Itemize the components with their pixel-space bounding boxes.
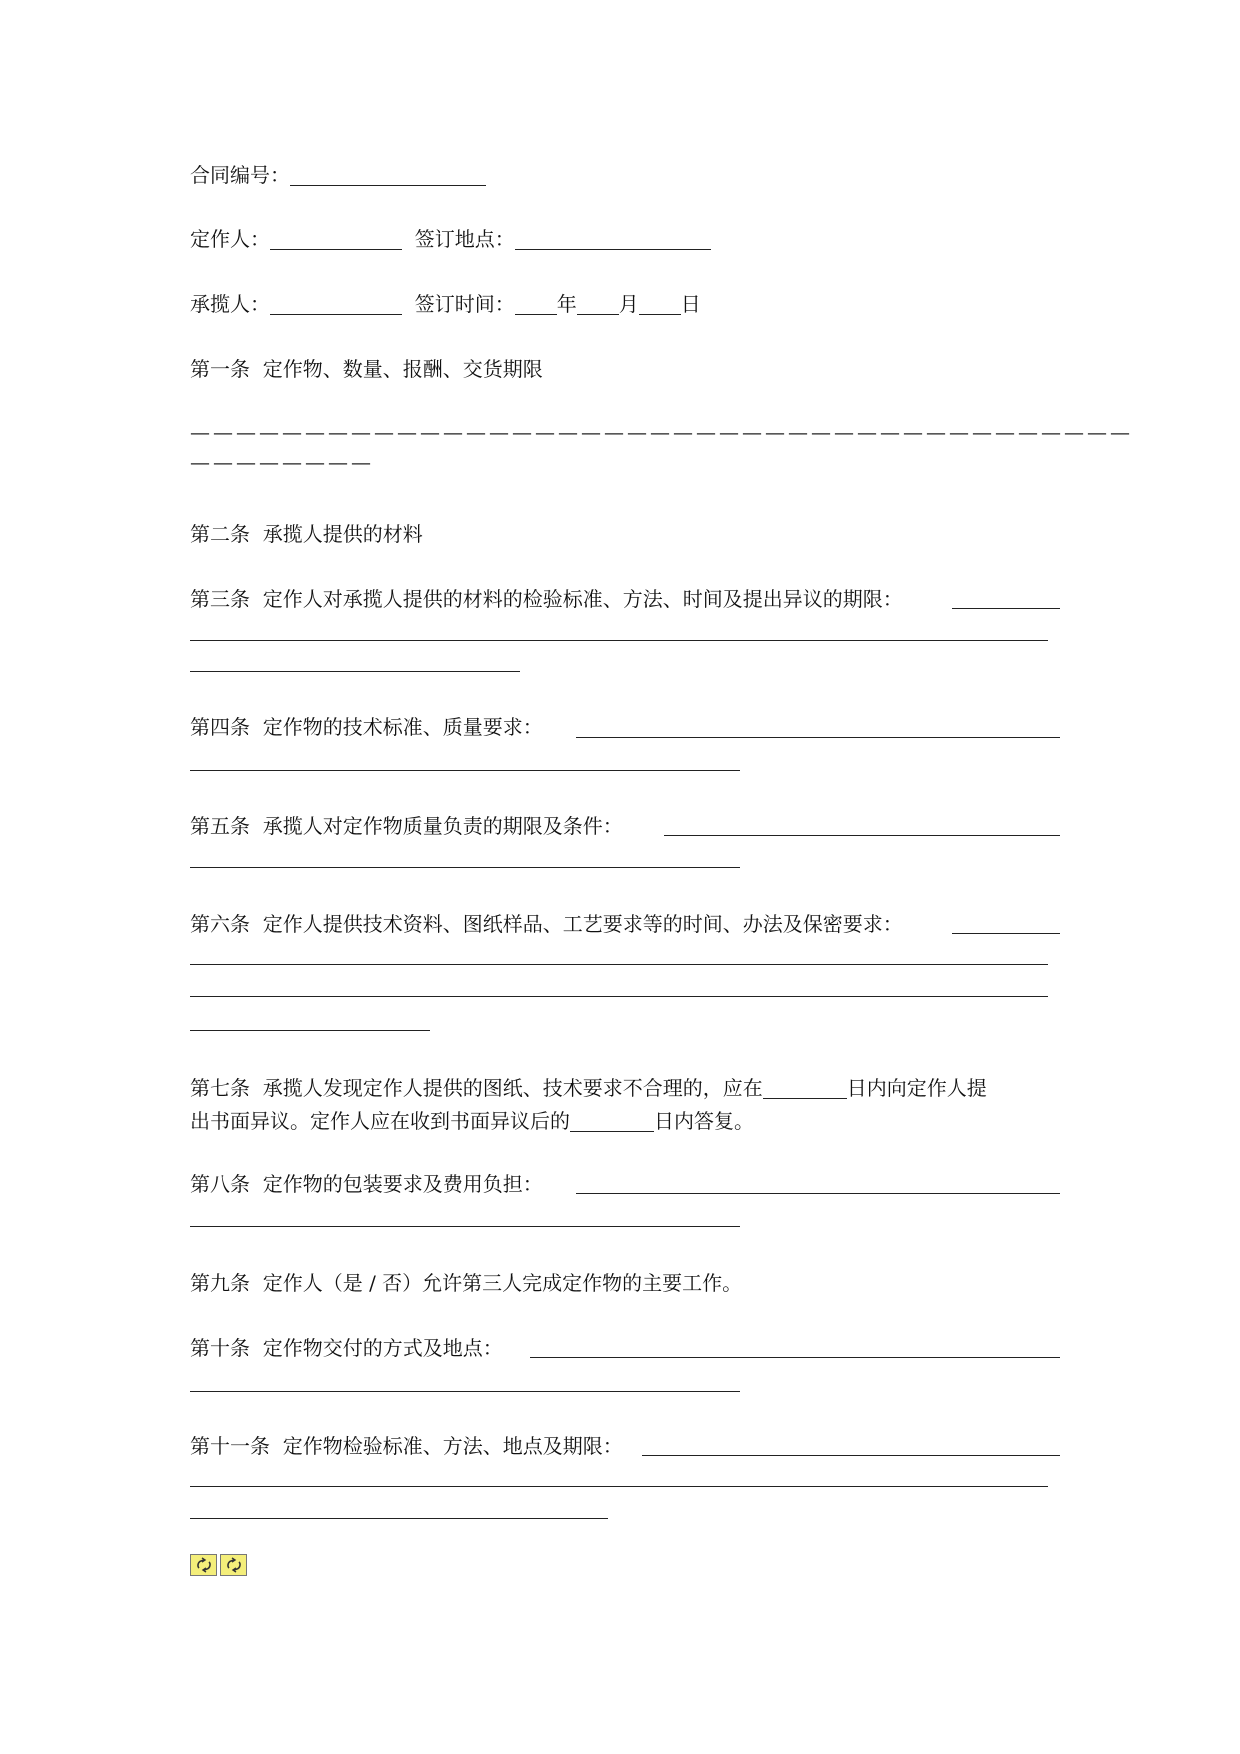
article-3-blank-1[interactable] — [952, 608, 1060, 609]
article-1-dash-line-2: ———————— — [190, 450, 374, 474]
article-8-blank-1[interactable] — [576, 1193, 1060, 1194]
sign-time-label: 签订时间： — [414, 292, 515, 316]
year-label: 年 — [556, 292, 577, 316]
article-8-title: 第八条 定作物的包装要求及费用负担： — [190, 1172, 543, 1196]
ordering-party-row — [190, 225, 1060, 253]
link-icon[interactable] — [220, 1554, 247, 1576]
contractor-blank[interactable] — [270, 294, 402, 315]
article-6-blank-2[interactable] — [190, 964, 1048, 965]
article-4-blank-1[interactable] — [576, 737, 1060, 738]
article-1-title: 第一条 定作物、数量、报酬、交货期限 — [190, 357, 543, 381]
article-11-blank-3[interactable] — [190, 1518, 608, 1519]
article-1-dash-line-1: ————————————————————————————————————————— — [190, 420, 1133, 444]
article-5-blank-2[interactable] — [190, 867, 740, 868]
contract-number-blank[interactable] — [290, 165, 486, 186]
day-label: 日 — [680, 292, 701, 316]
article-7-line-1 — [190, 1074, 1060, 1102]
article-11-title: 第十一条 定作物检验标准、方法、地点及期限： — [190, 1434, 623, 1458]
article-6-blank-1[interactable] — [952, 933, 1060, 934]
sign-year-blank[interactable] — [515, 294, 557, 315]
ordering-party-blank[interactable] — [270, 229, 402, 250]
sign-month-blank[interactable] — [577, 294, 619, 315]
article-6-title: 第六条 定作人提供技术资料、图纸样品、工艺要求等的时间、办法及保密要求： — [190, 912, 903, 936]
link-icon[interactable] — [190, 1554, 217, 1576]
contract-number-label: 合同编号： — [190, 163, 290, 187]
sign-place-blank[interactable] — [515, 229, 711, 250]
contractor-label: 承揽人： — [190, 292, 270, 316]
article-9-title: 第九条 定作人（是 / 否）允许第三人完成定作物的主要工作。 — [190, 1271, 743, 1295]
article-5-blank-1[interactable] — [664, 835, 1060, 836]
article-3-blank-2[interactable] — [190, 640, 1048, 641]
article-7-days-blank-2[interactable] — [570, 1111, 654, 1132]
sign-place-label: 签订地点： — [414, 227, 515, 251]
article-7-days-blank-1[interactable] — [763, 1078, 847, 1099]
article-11-blank-2[interactable] — [190, 1486, 1048, 1487]
article-4-blank-2[interactable] — [190, 770, 740, 771]
article-2-title: 第二条 承揽人提供的材料 — [190, 522, 423, 546]
sign-day-blank[interactable] — [639, 294, 681, 315]
article-7-text-3: 出书面异议。定作人应在收到书面异议后的 — [190, 1109, 570, 1133]
article-7-text-2: 日内向定作人提 — [846, 1076, 987, 1100]
article-10-blank-1[interactable] — [530, 1357, 1060, 1358]
icon-group — [190, 1554, 247, 1576]
article-7-line-2 — [190, 1107, 1060, 1135]
article-7-text-1: 第七条 承揽人发现定作人提供的图纸、技术要求不合理的，应在 — [190, 1076, 763, 1100]
article-10-title: 第十条 定作物交付的方式及地点： — [190, 1336, 503, 1360]
month-label: 月 — [618, 292, 639, 316]
contractor-row — [190, 290, 1060, 318]
article-6-blank-4[interactable] — [190, 1030, 430, 1031]
contract-number-row — [190, 161, 1060, 189]
article-3-title: 第三条 定作人对承揽人提供的材料的检验标准、方法、时间及提出异议的期限： — [190, 587, 903, 611]
article-4-title: 第四条 定作物的技术标准、质量要求： — [190, 715, 543, 739]
article-6-row — [190, 910, 1060, 938]
article-10-blank-2[interactable] — [190, 1391, 740, 1392]
article-8-blank-2[interactable] — [190, 1226, 740, 1227]
ordering-party-label: 定作人： — [190, 227, 270, 251]
article-3-row — [190, 585, 1060, 613]
article-7-text-4: 日内答复。 — [654, 1109, 754, 1133]
article-11-blank-1[interactable] — [642, 1455, 1060, 1456]
article-3-blank-3[interactable] — [190, 671, 520, 672]
article-6-blank-3[interactable] — [190, 996, 1048, 997]
article-5-title: 第五条 承揽人对定作物质量负责的期限及条件： — [190, 814, 623, 838]
